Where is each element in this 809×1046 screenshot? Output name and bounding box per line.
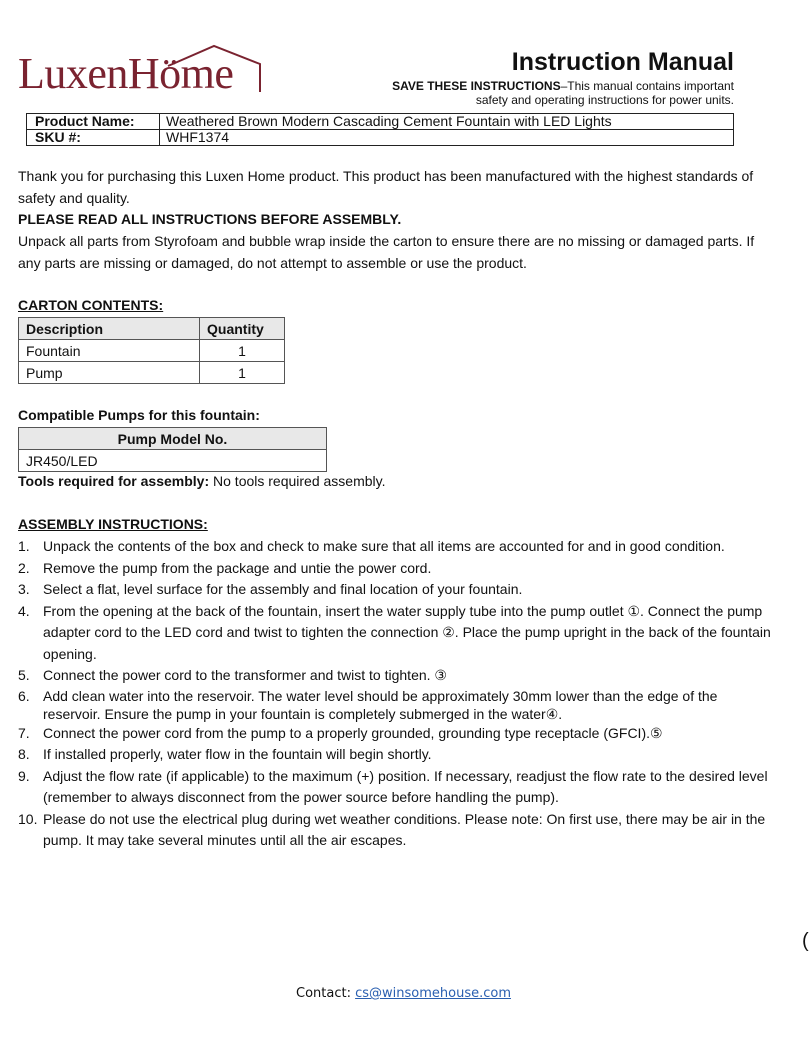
step-number: 6. xyxy=(18,687,30,704)
sku-value: WHF1374 xyxy=(160,130,734,146)
list-item xyxy=(18,665,778,687)
cell-description: Fountain xyxy=(19,340,200,362)
step-text: Please do not use the electrical plug during wet weather conditions. Please note: On first use, there may be air in the pump. It may take several minutes until all the air escapes. xyxy=(43,810,766,848)
step-number: 10. xyxy=(18,810,38,827)
step-number: 5. xyxy=(18,667,30,683)
cell-pump-model: JR450/LED xyxy=(19,450,327,472)
step-text: Connect the power cord to the transformer and twist to tighten. ③ xyxy=(43,667,447,683)
sku-label: SKU #: xyxy=(27,130,160,146)
list-item xyxy=(18,687,778,723)
step-number: 3. xyxy=(18,581,30,597)
step-number: 7. xyxy=(18,724,30,741)
product-name-label: Product Name: xyxy=(27,114,160,130)
step-number: 1. xyxy=(18,538,30,554)
contact-line xyxy=(296,986,511,1001)
pumps-heading: Compatible Pumps for this fountain: xyxy=(18,407,260,423)
step-text: Select a flat, level surface for the assembly and final location of your fountain. xyxy=(43,581,523,597)
pumps-table xyxy=(18,427,327,472)
col-pump-model: Pump Model No. xyxy=(19,428,327,450)
list-item xyxy=(18,558,778,580)
step-number: 4. xyxy=(18,602,30,619)
list-item xyxy=(18,744,778,766)
brand-logo xyxy=(18,42,268,98)
tools-line xyxy=(18,471,758,493)
table-row xyxy=(27,130,734,146)
assembly-heading: ASSEMBLY INSTRUCTIONS: xyxy=(18,516,208,532)
product-info-table xyxy=(26,113,734,146)
assembly-steps-list xyxy=(18,536,778,852)
save-note-bold: SAVE THESE INSTRUCTIONS xyxy=(392,79,561,93)
list-item xyxy=(18,766,778,809)
cell-description: Pump xyxy=(19,362,200,384)
step-text: From the opening at the back of the fountain, insert the water supply tube into the pump outlet ①. Connect the pump adapter cord to the LED cord and twist to tighten the connection ②. Place the pump upright in the back of the fountain opening. xyxy=(43,602,771,662)
read-instructions-warning: PLEASE READ ALL INSTRUCTIONS BEFORE ASSEMBLY. xyxy=(18,211,402,227)
step-text: Connect the power cord from the pump to a properly grounded, grounding type receptacle (GFCI).⑤ xyxy=(43,724,663,741)
step-text: Remove the pump from the package and untie the power cord. xyxy=(43,559,432,576)
save-note-rest: –This manual contains important xyxy=(560,79,734,93)
page-title: Instruction Manual xyxy=(511,48,734,76)
tools-value: No tools required assembly. xyxy=(209,473,386,489)
carton-table xyxy=(18,317,285,384)
step-text: Unpack the contents of the box and check to make sure that all items are accounted for and in good condition. xyxy=(43,538,725,554)
contact-email-link[interactable]: cs@winsomehouse.com xyxy=(355,986,511,1001)
table-row xyxy=(27,114,734,130)
col-quantity: Quantity xyxy=(200,318,285,340)
list-item xyxy=(18,536,778,558)
save-note-line2: safety and operating instructions for power units. xyxy=(475,93,734,107)
table-header-row xyxy=(19,318,285,340)
list-item xyxy=(18,723,778,745)
list-item xyxy=(18,601,778,666)
intro-paragraph: Thank you for purchasing this Luxen Home product. This product has been manufactured with the highest standards of safety and quality. xyxy=(18,168,754,206)
product-name-value: Weathered Brown Modern Cascading Cement Fountain with LED Lights xyxy=(160,114,734,130)
step-number: 8. xyxy=(18,746,30,762)
contact-label: Contact: xyxy=(296,986,356,1001)
tools-label: Tools required for assembly: xyxy=(18,473,210,489)
list-item xyxy=(18,579,778,601)
page-edge-glyph: ( xyxy=(802,930,809,952)
step-number: 9. xyxy=(18,767,30,784)
unpack-paragraph: Unpack all parts from Styrofoam and bubble wrap inside the carton to ensure there are no missing or damaged parts. If any parts are missing or damaged, do not attempt to assemble or use the product. xyxy=(18,233,755,271)
step-text: Adjust the flow rate (if applicable) to the maximum (+) position. If necessary, readjust the flow rate to the desired level (remember to always disconnect from the power source before handling the pump). xyxy=(43,767,768,805)
logo-text: LuxenHöme xyxy=(18,49,234,98)
step-number: 2. xyxy=(18,559,30,576)
cell-quantity: 1 xyxy=(200,362,285,384)
step-text: If installed properly, water flow in the fountain will begin shortly. xyxy=(43,746,432,762)
cell-quantity: 1 xyxy=(200,340,285,362)
table-row xyxy=(19,450,327,472)
carton-heading: CARTON CONTENTS: xyxy=(18,297,164,313)
step-text: Add clean water into the reservoir. The water level should be approximately 30mm lower than the edge of the reservoir. Ensure the pump in your fountain is completely submerged in the water④. xyxy=(43,687,718,722)
save-instructions-note xyxy=(314,79,734,107)
table-header-row xyxy=(19,428,327,450)
table-row xyxy=(19,340,285,362)
col-description: Description xyxy=(19,318,200,340)
list-item xyxy=(18,809,778,852)
table-row xyxy=(19,362,285,384)
